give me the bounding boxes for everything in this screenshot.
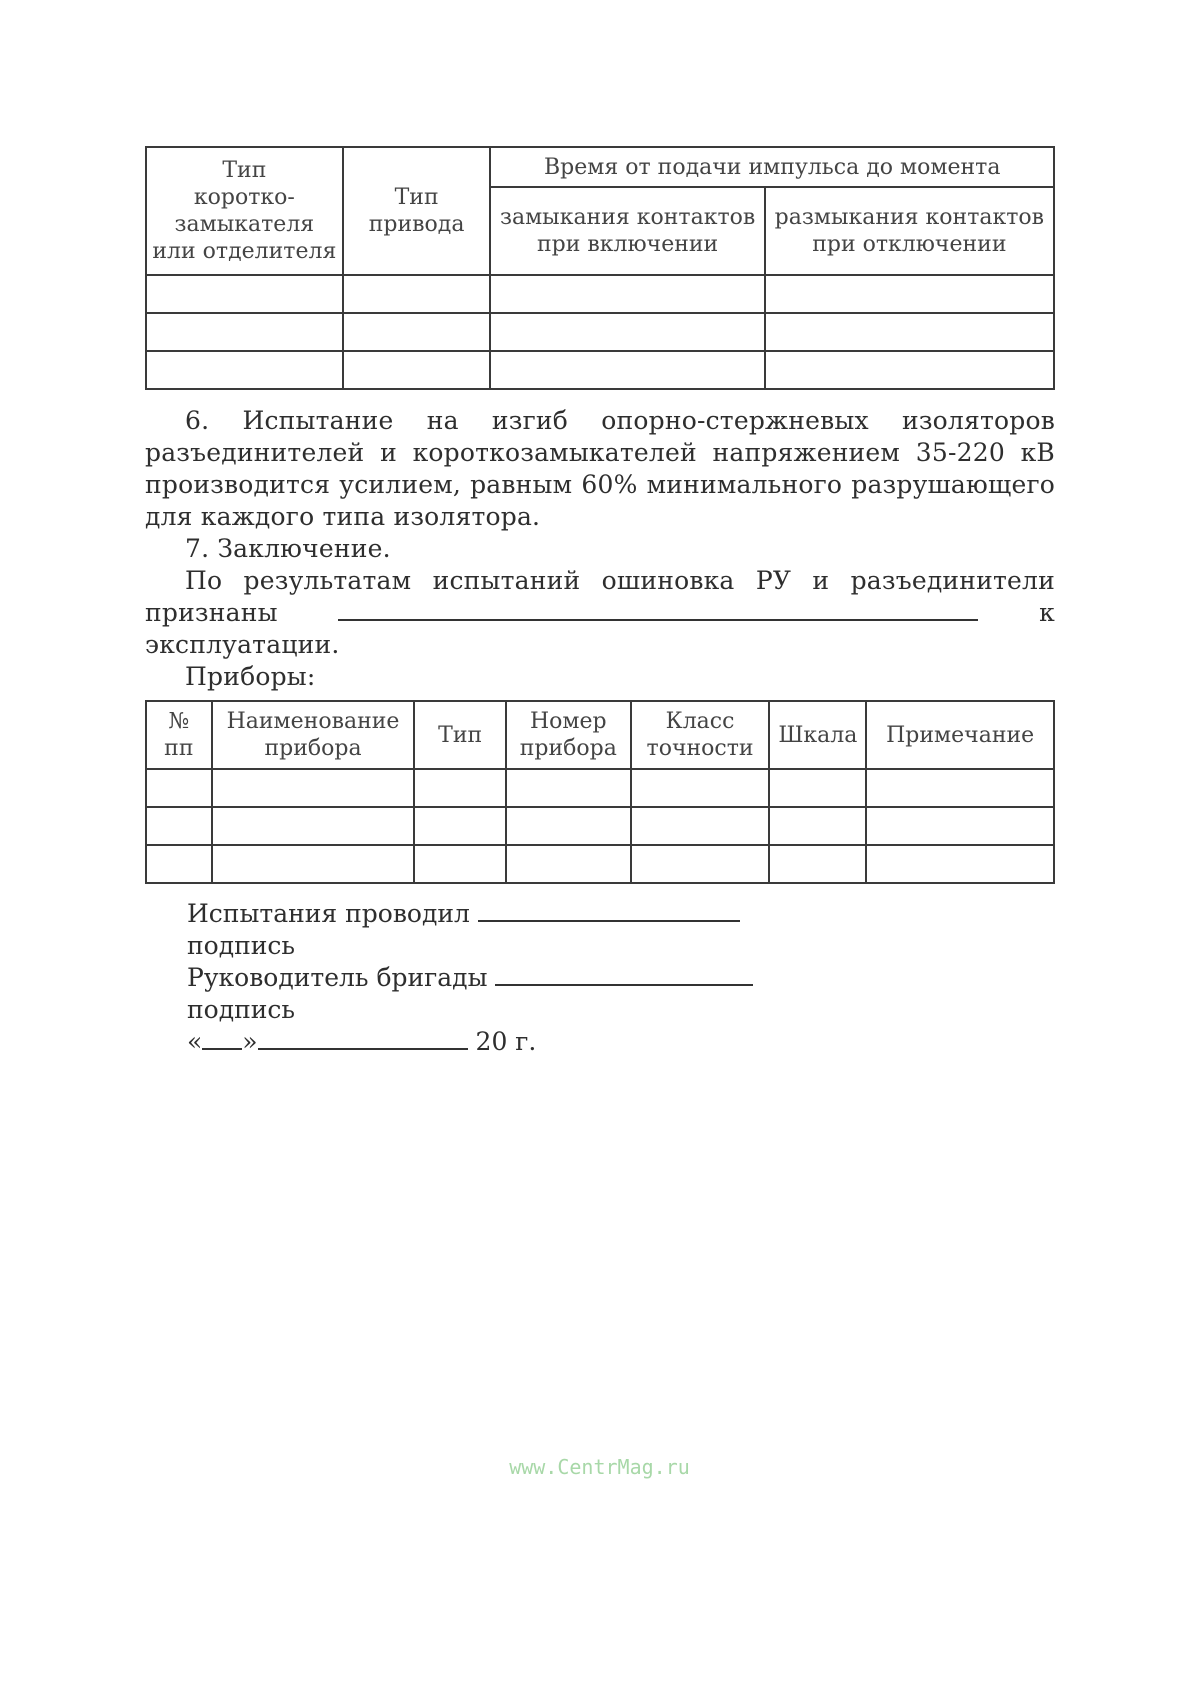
table-cell[interactable]: [146, 351, 343, 389]
watermark-text: www.CentrMag.ru: [509, 1455, 690, 1479]
timing-table: [145, 146, 1055, 390]
header-instrument-number: Номер прибора: [506, 701, 631, 769]
conclusion-blank[interactable]: [338, 597, 978, 621]
table-cell[interactable]: [765, 351, 1054, 389]
table-cell[interactable]: [212, 845, 415, 883]
header-number: № пп: [146, 701, 212, 769]
table-cell[interactable]: [769, 845, 866, 883]
signature-caption-2: подпись: [187, 995, 296, 1024]
header-drive-type: Тип привода: [343, 147, 491, 275]
table-cell[interactable]: [866, 807, 1054, 845]
signature-block: [187, 898, 753, 1058]
table-cell[interactable]: [490, 313, 764, 351]
tested-by-line: Испытания проводил: [187, 898, 753, 930]
table-cell[interactable]: [769, 769, 866, 807]
signature-caption-1: подпись: [187, 931, 296, 960]
header-time-group: Время от подачи импульса до момента: [490, 147, 1054, 187]
table-cell[interactable]: [631, 845, 770, 883]
table-cell[interactable]: [414, 845, 506, 883]
instruments-table: [145, 700, 1055, 884]
table-cell[interactable]: [146, 313, 343, 351]
table-cell[interactable]: [866, 845, 1054, 883]
table-cell[interactable]: [631, 807, 770, 845]
table-cell[interactable]: [506, 845, 631, 883]
header-instrument-name: Наименование прибора: [212, 701, 415, 769]
date-month-blank[interactable]: [258, 1026, 468, 1050]
table-cell[interactable]: [212, 769, 415, 807]
instruments-label: Приборы:: [185, 662, 316, 691]
table-cell[interactable]: [506, 769, 631, 807]
table-cell[interactable]: [506, 807, 631, 845]
table-cell[interactable]: [343, 313, 491, 351]
table-cell[interactable]: [765, 313, 1054, 351]
header-accuracy-class: Класс точности: [631, 701, 770, 769]
table-cell[interactable]: [414, 807, 506, 845]
table-cell[interactable]: [212, 807, 415, 845]
table-row: [146, 807, 1054, 845]
tested-by-blank[interactable]: [478, 898, 740, 922]
table-cell[interactable]: [866, 769, 1054, 807]
body-text: [145, 405, 1055, 693]
header-scale: Шкала: [769, 701, 866, 769]
table-cell[interactable]: [490, 351, 764, 389]
table-cell[interactable]: [631, 769, 770, 807]
table-cell[interactable]: [765, 275, 1054, 313]
table-cell[interactable]: [490, 275, 764, 313]
table-row: [146, 313, 1054, 351]
date-line: « » 20 г.: [187, 1027, 537, 1056]
header-opening-contacts: размыкания контактов при отключении: [765, 187, 1054, 275]
brigade-leader-line: Руководитель бригады: [187, 962, 753, 994]
table-cell[interactable]: [146, 845, 212, 883]
table-cell[interactable]: [146, 769, 212, 807]
header-note: Примечание: [866, 701, 1054, 769]
table-row: [146, 351, 1054, 389]
header-switch-type: Тип коротко- замыкателя или отделителя: [146, 147, 343, 275]
header-closing-contacts: замыкания контактов при включении: [490, 187, 764, 275]
table-row: [146, 845, 1054, 883]
header-type: Тип: [414, 701, 506, 769]
table-cell[interactable]: [343, 351, 491, 389]
table-cell[interactable]: [146, 807, 212, 845]
table-cell[interactable]: [343, 275, 491, 313]
conclusion-text: По результатам испытаний ошиновка РУ и разъединители признаны к эксплуатации.: [145, 566, 1055, 659]
table-cell[interactable]: [146, 275, 343, 313]
table-cell[interactable]: [769, 807, 866, 845]
paragraph-6: 6. Испытание на изгиб опорно-стержневых изоляторов разъединителей и короткозамыкателей напряжением 35-220 кВ производится усилием, равным 60% минимального разрушающего для каждого типа изолятора.: [145, 406, 1055, 531]
date-day-blank[interactable]: [202, 1026, 242, 1050]
table-row: [146, 275, 1054, 313]
brigade-leader-blank[interactable]: [495, 962, 753, 986]
table-row: [146, 769, 1054, 807]
paragraph-7: 7. Заключение.: [185, 534, 391, 563]
table-cell[interactable]: [414, 769, 506, 807]
